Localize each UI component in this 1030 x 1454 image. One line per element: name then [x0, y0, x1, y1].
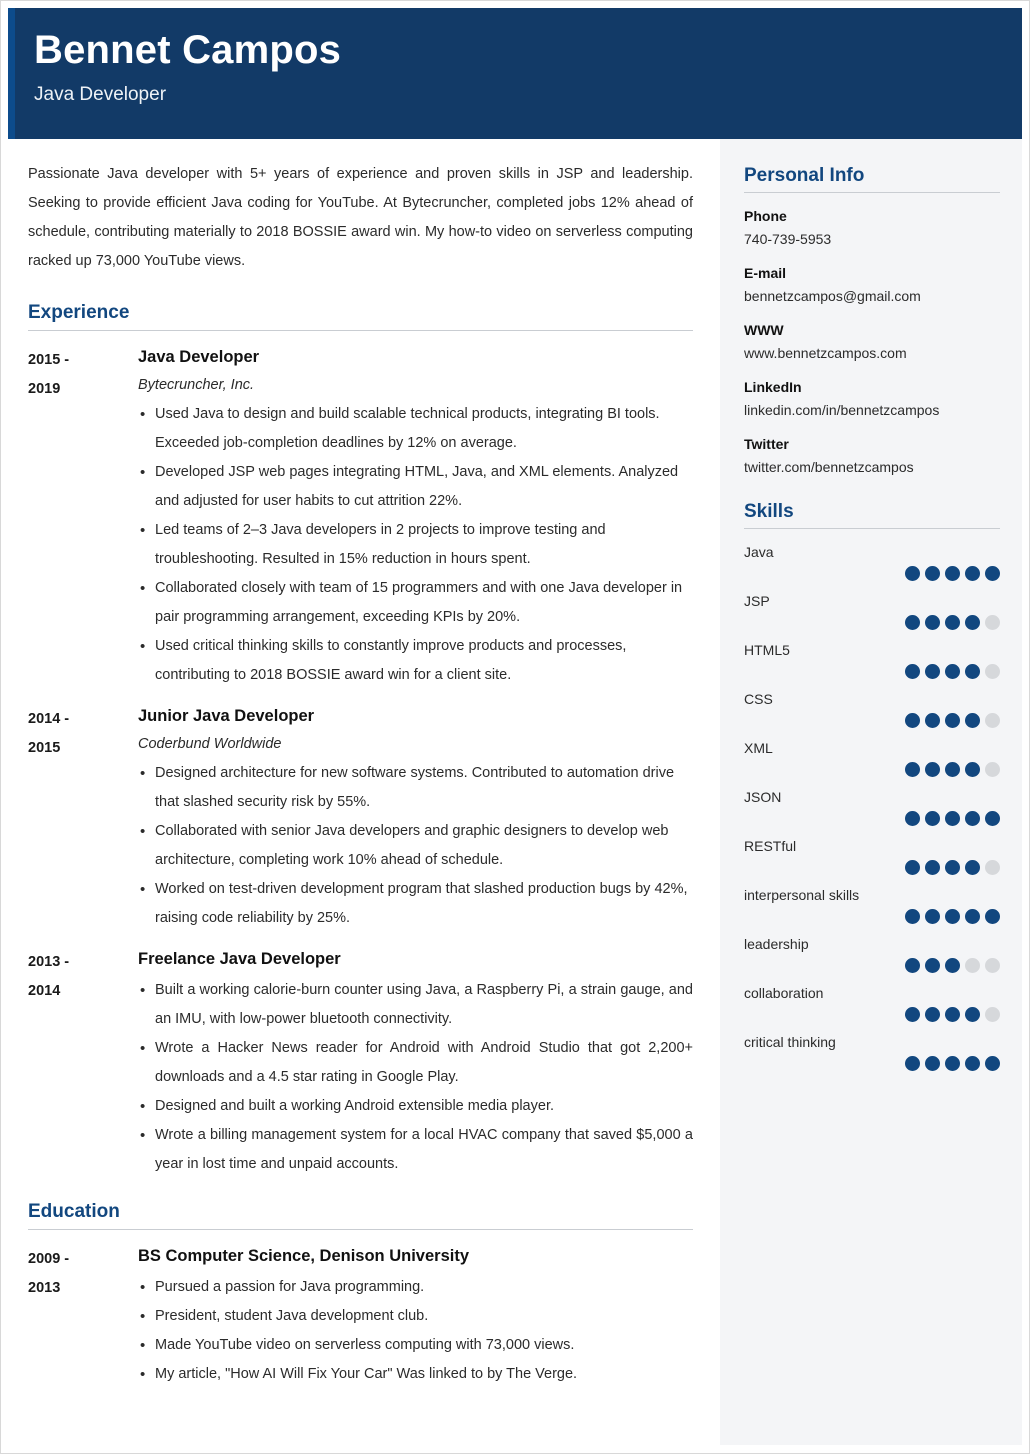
- skill-rating-dot: [905, 958, 920, 973]
- skill-item: [744, 737, 1000, 777]
- skill-rating-dot: [945, 811, 960, 826]
- skill-name: JSP: [744, 593, 770, 609]
- date-range-start: 2014 -: [28, 711, 70, 727]
- skill-rating-dot: [985, 762, 1000, 777]
- skill-name: collaboration: [744, 985, 824, 1001]
- experience-job-title: Freelance Java Developer: [138, 950, 341, 968]
- skill-rating-dot: [985, 615, 1000, 630]
- candidate-job-title: Java Developer: [34, 84, 167, 105]
- list-item: • Used critical thinking skills to constantly improve products and processes, contributing to 2018 BOSSIE award win for a client site.: [138, 632, 693, 690]
- experience-entry: [28, 947, 693, 1179]
- experience-entry-body: [138, 704, 693, 933]
- experience-entry-body: [138, 947, 693, 1179]
- experience-entry-body: [138, 345, 693, 690]
- list-item: • Used Java to design and build scalable technical products, integrating BI tools. Exceeded job-completion deadlines by 12% on average.: [138, 400, 693, 458]
- skill-item: [744, 835, 1000, 875]
- skill-rating-dot: [905, 615, 920, 630]
- date-range-start: 2009 -: [28, 1251, 70, 1267]
- professional-summary: Passionate Java developer with 5+ years of experience and proven skills in JSP and leadership. Seeking to provide efficient Java coding for YouTube. At Bytecruncher, completed jobs 12% ahead of schedule, contributing materially to 2018 BOSSIE award win. My how-to video on serverless computing racked up 73,000 YouTube views.: [28, 166, 693, 269]
- skill-rating: [744, 664, 1000, 679]
- skill-rating-dot: [905, 762, 920, 777]
- experience-entry-dates: [28, 947, 138, 1179]
- experience-company: Bytecruncher, Inc.: [138, 377, 255, 393]
- skill-rating-dot: [965, 1007, 980, 1022]
- personal-info-linkedin: [744, 376, 1000, 422]
- sidebar: [720, 139, 1022, 1445]
- experience-section-title: Experience: [28, 302, 130, 323]
- skill-rating-dot: [965, 664, 980, 679]
- skill-rating-dot: [905, 1007, 920, 1022]
- skill-rating-dot: [945, 860, 960, 875]
- skill-rating: [744, 615, 1000, 630]
- personal-info-title: Personal Info: [744, 165, 865, 186]
- experience-bullet-list: [138, 400, 693, 690]
- skill-rating-dot: [965, 566, 980, 581]
- skill-rating: [744, 713, 1000, 728]
- list-item: • Worked on test-driven development program that slashed production bugs by 42%, raising code reliability by 25%.: [138, 875, 693, 933]
- skill-rating-dot: [965, 909, 980, 924]
- personal-info-value: bennetzcampos@gmail.com: [744, 288, 921, 304]
- personal-info-value: www.bennetzcampos.com: [744, 345, 907, 361]
- experience-bullet-list: [138, 759, 693, 933]
- date-range-end: 2015: [28, 740, 61, 756]
- skill-rating-dot: [965, 860, 980, 875]
- skills-divider: [744, 528, 1000, 529]
- skill-rating: [744, 860, 1000, 875]
- experience-job-title: Java Developer: [138, 348, 260, 366]
- skill-rating-dot: [925, 958, 940, 973]
- date-range-end: 2019: [28, 381, 61, 397]
- skill-rating-dot: [965, 713, 980, 728]
- experience-section-divider: [28, 330, 693, 331]
- skill-rating-dot: [905, 1056, 920, 1071]
- skill-rating-dot: [985, 566, 1000, 581]
- skill-rating-dot: [985, 713, 1000, 728]
- skill-rating-dot: [905, 664, 920, 679]
- skill-rating-dot: [945, 762, 960, 777]
- skill-item: [744, 933, 1000, 973]
- list-item: • Designed and built a working Android extensible media player.: [138, 1092, 693, 1121]
- skill-rating-dot: [985, 664, 1000, 679]
- skill-rating-dot: [925, 860, 940, 875]
- skill-rating-dot: [905, 566, 920, 581]
- education-degree: BS Computer Science, Denison University: [138, 1247, 470, 1265]
- skill-name: interpersonal skills: [744, 887, 860, 903]
- skill-rating-dot: [945, 958, 960, 973]
- list-item: • Designed architecture for new software systems. Contributed to automation drive that slashed security risk by 55%.: [138, 759, 693, 817]
- skill-rating-dot: [965, 762, 980, 777]
- skill-rating-dot: [905, 811, 920, 826]
- skill-rating-dot: [985, 811, 1000, 826]
- experience-entry-dates: [28, 345, 138, 690]
- education-section-divider: [28, 1229, 693, 1230]
- skill-rating-dot: [965, 1056, 980, 1071]
- skill-item: [744, 639, 1000, 679]
- skill-rating-dot: [985, 909, 1000, 924]
- skill-rating-dot: [985, 958, 1000, 973]
- skill-item: [744, 982, 1000, 1022]
- skill-item: [744, 688, 1000, 728]
- personal-info-divider: [744, 192, 1000, 193]
- experience-section: [28, 302, 693, 1179]
- resume-header: [8, 8, 1022, 139]
- skill-rating-dot: [925, 762, 940, 777]
- skill-rating-dot: [905, 909, 920, 924]
- list-item: • Led teams of 2–3 Java developers in 2 projects to improve testing and troubleshooting. Resulted in 15% reduction in hours spent.: [138, 516, 693, 574]
- skill-rating-dot: [985, 1056, 1000, 1071]
- skill-name: JSON: [744, 789, 782, 805]
- personal-info-section: [744, 165, 1000, 479]
- personal-info-twitter: [744, 433, 1000, 479]
- skill-name: leadership: [744, 936, 809, 952]
- main-column: [28, 160, 693, 1403]
- skill-rating-dot: [945, 1056, 960, 1071]
- education-entry-body: [138, 1244, 693, 1389]
- list-item: • Collaborated with senior Java developers and graphic designers to develop web architecture, completing work 10% ahead of schedule.: [138, 817, 693, 875]
- skill-rating-dot: [945, 1007, 960, 1022]
- skill-rating-dot: [945, 909, 960, 924]
- skill-name: XML: [744, 740, 773, 756]
- skill-name: HTML5: [744, 642, 790, 658]
- personal-info-value: linkedin.com/in/bennetzcampos: [744, 402, 940, 418]
- date-range-end: 2013: [28, 1280, 61, 1296]
- education-entry: [28, 1244, 693, 1389]
- list-item: • Made YouTube video on serverless computing with 73,000 views.: [138, 1331, 693, 1360]
- skill-rating-dot: [905, 860, 920, 875]
- skill-rating-dot: [965, 615, 980, 630]
- date-range-start: 2013 -: [28, 954, 70, 970]
- personal-info-label: WWW: [744, 322, 784, 338]
- skill-rating-dot: [965, 958, 980, 973]
- skill-item: [744, 590, 1000, 630]
- list-item: • Wrote a Hacker News reader for Android with Android Studio that got 2,200+ downloads and a 4.5 star rating in Google Play.: [138, 1034, 693, 1092]
- skill-rating-dot: [925, 811, 940, 826]
- skill-rating: [744, 1007, 1000, 1022]
- skill-rating-dot: [925, 615, 940, 630]
- skill-rating-dot: [945, 664, 960, 679]
- personal-info-label: E-mail: [744, 265, 787, 281]
- skill-name: Java: [744, 544, 774, 560]
- personal-info-website: [744, 319, 1000, 365]
- skill-name: CSS: [744, 691, 773, 707]
- list-item: • Built a working calorie-burn counter using Java, a Raspberry Pi, a strain gauge, and an IMU, with low-power bluetooth connectivity.: [138, 976, 693, 1034]
- skill-rating: [744, 1056, 1000, 1071]
- list-item: • Developed JSP web pages integrating HTML, Java, and XML elements. Analyzed and adjusted for user habits to cut attrition 22%.: [138, 458, 693, 516]
- skill-rating-dot: [905, 713, 920, 728]
- skill-rating: [744, 958, 1000, 973]
- skill-rating-dot: [925, 713, 940, 728]
- personal-info-label: LinkedIn: [744, 379, 802, 395]
- list-item: • Pursued a passion for Java programming.: [138, 1273, 693, 1302]
- skill-rating-dot: [985, 860, 1000, 875]
- skill-rating-dot: [985, 1007, 1000, 1022]
- experience-entry: [28, 345, 693, 690]
- skill-rating-dot: [925, 664, 940, 679]
- list-item: • My article, "How AI Will Fix Your Car" Was linked to by The Verge.: [138, 1360, 693, 1389]
- list-item: • Wrote a billing management system for a local HVAC company that saved $5,000 a year in lost time and unpaid accounts.: [138, 1121, 693, 1179]
- personal-info-label: Phone: [744, 208, 787, 224]
- education-bullet-list: [138, 1273, 693, 1389]
- skill-name: RESTful: [744, 838, 797, 854]
- skill-rating-dot: [925, 566, 940, 581]
- skill-item: [744, 884, 1000, 924]
- personal-info-email: [744, 262, 1000, 308]
- date-range-start: 2015 -: [28, 352, 70, 368]
- personal-info-label: Twitter: [744, 436, 789, 452]
- date-range-end: 2014: [28, 983, 61, 999]
- skill-rating: [744, 566, 1000, 581]
- personal-info-value: 740-739-5953: [744, 231, 832, 247]
- skill-rating-dot: [965, 811, 980, 826]
- skill-item: [744, 1031, 1000, 1071]
- experience-company: Coderbund Worldwide: [138, 736, 282, 752]
- skills-section: [744, 501, 1000, 1071]
- list-item: • Collaborated closely with team of 15 programmers and with one Java developer in pair programming arrangement, exceeding KPIs by 20%.: [138, 574, 693, 632]
- experience-bullet-list: [138, 976, 693, 1179]
- experience-entry-dates: [28, 704, 138, 933]
- skill-rating-dot: [925, 1007, 940, 1022]
- skill-rating-dot: [945, 615, 960, 630]
- education-section: [28, 1201, 693, 1389]
- experience-job-title: Junior Java Developer: [138, 707, 315, 725]
- skill-rating-dot: [925, 1056, 940, 1071]
- skill-rating: [744, 762, 1000, 777]
- skill-rating: [744, 909, 1000, 924]
- education-entry-dates: [28, 1244, 138, 1389]
- skills-title: Skills: [744, 501, 794, 522]
- personal-info-value: twitter.com/bennetzcampos: [744, 459, 914, 475]
- skill-rating-dot: [925, 909, 940, 924]
- experience-entry: [28, 704, 693, 933]
- list-item: • President, student Java development club.: [138, 1302, 693, 1331]
- skill-rating-dot: [945, 713, 960, 728]
- skill-item: [744, 786, 1000, 826]
- header-accent-bar: [8, 8, 15, 139]
- skill-rating: [744, 811, 1000, 826]
- skill-item: [744, 541, 1000, 581]
- skill-rating-dot: [945, 566, 960, 581]
- education-section-title: Education: [28, 1201, 120, 1222]
- candidate-name: Bennet Campos: [34, 28, 342, 72]
- skill-name: critical thinking: [744, 1034, 836, 1050]
- personal-info-phone: [744, 205, 1000, 251]
